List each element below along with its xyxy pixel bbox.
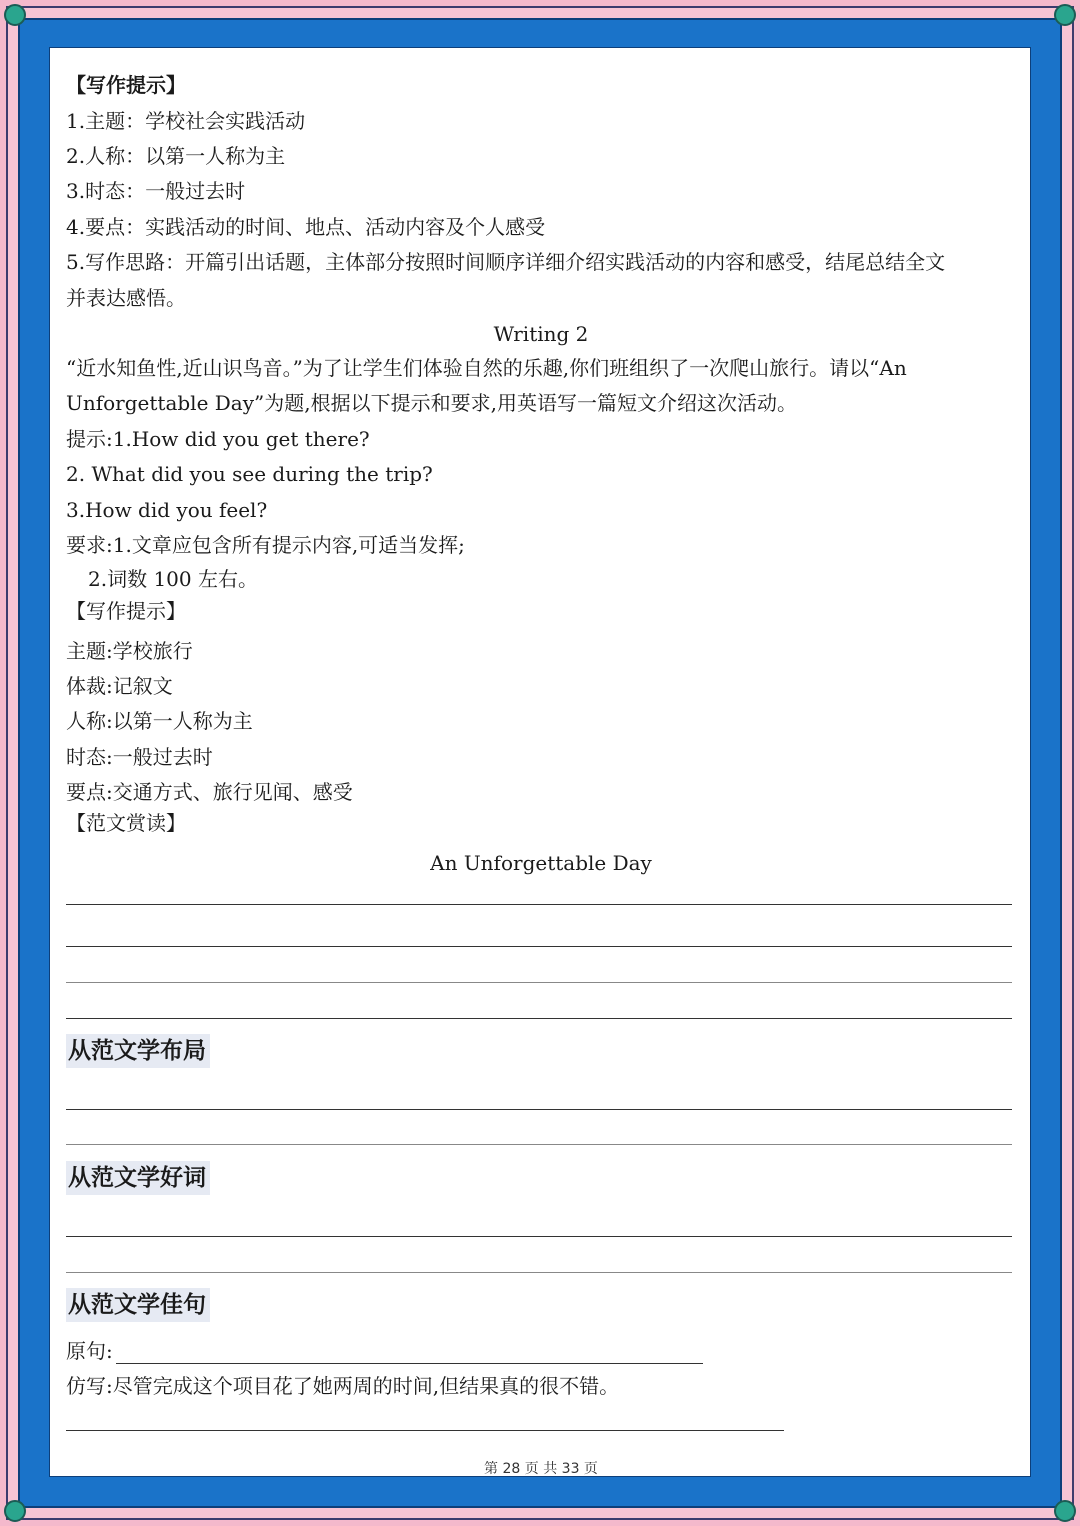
tip-item: 1.主题：学校社会实践活动 (66, 109, 306, 133)
requirement-item: 2.词数 100 左右。 (88, 567, 258, 591)
hint-item: 3.How did you feel? (66, 498, 268, 522)
corner-ornament-icon (4, 4, 26, 26)
model-essay-title: An Unforgettable Day (430, 851, 652, 875)
answer-line (66, 1109, 1012, 1110)
answer-line (66, 1236, 1012, 1237)
corner-ornament-icon (1054, 1500, 1076, 1522)
tip-item: 主题:学校旅行 (66, 639, 193, 663)
writing-2-title: Writing 2 (493, 322, 589, 346)
answer-line (66, 982, 1012, 983)
writing-tips-heading: 【写作提示】 (66, 599, 186, 623)
writing-tips-heading: 【写作提示】 (66, 73, 186, 97)
original-sentence-blank (116, 1363, 703, 1364)
worksheet-page (49, 47, 1031, 1477)
answer-line (66, 1018, 1012, 1019)
tip-item: 5.写作思路：开篇引出话题，主体部分按照时间顺序详细介绍实践活动的内容和感受，结尾总结全文 (66, 250, 946, 274)
imitation-prompt: 仿写:尽管完成这个项目花了她两周的时间,但结果真的很不错。 (66, 1374, 620, 1398)
learn-layout-heading: 从范文学布局 (66, 1034, 210, 1068)
answer-line (66, 946, 1012, 947)
requirement-item: 要求:1.文章应包含所有提示内容,可适当发挥; (66, 533, 465, 557)
prompt-text: “近水知鱼性,近山识鸟音。”为了让学生们体验自然的乐趣,你们班组织了一次爬山旅行。请以“An (66, 356, 907, 380)
original-sentence-label: 原句: (66, 1339, 113, 1363)
model-essay-heading: 【范文赏读】 (66, 811, 186, 835)
prompt-text: Unforgettable Day”为题,根据以下提示和要求,用英语写一篇短文介绍这次活动。 (66, 391, 797, 415)
hint-item: 2. What did you see during the trip? (66, 462, 433, 486)
corner-ornament-icon (4, 1500, 26, 1522)
answer-line (66, 1144, 1012, 1145)
tip-item: 并表达感悟。 (66, 286, 186, 310)
tip-item: 人称:以第一人称为主 (66, 709, 253, 733)
imitation-blank (66, 1430, 784, 1431)
corner-ornament-icon (1054, 4, 1076, 26)
answer-line (66, 1272, 1012, 1273)
learn-sentences-heading: 从范文学佳句 (66, 1288, 210, 1322)
answer-line (66, 904, 1012, 905)
tip-item: 2.人称：以第一人称为主 (66, 144, 286, 168)
learn-words-heading: 从范文学好词 (66, 1161, 210, 1195)
tip-item: 要点:交通方式、旅行见闻、感受 (66, 780, 353, 804)
hint-item: 提示:1.How did you get there? (66, 427, 370, 451)
tip-item: 体裁:记叙文 (66, 674, 173, 698)
tip-item: 3.时态：一般过去时 (66, 179, 246, 203)
page-number: 第 28 页 共 33 页 (484, 1461, 598, 1477)
tip-item: 时态:一般过去时 (66, 745, 213, 769)
tip-item: 4.要点：实践活动的时间、地点、活动内容及个人感受 (66, 215, 546, 239)
